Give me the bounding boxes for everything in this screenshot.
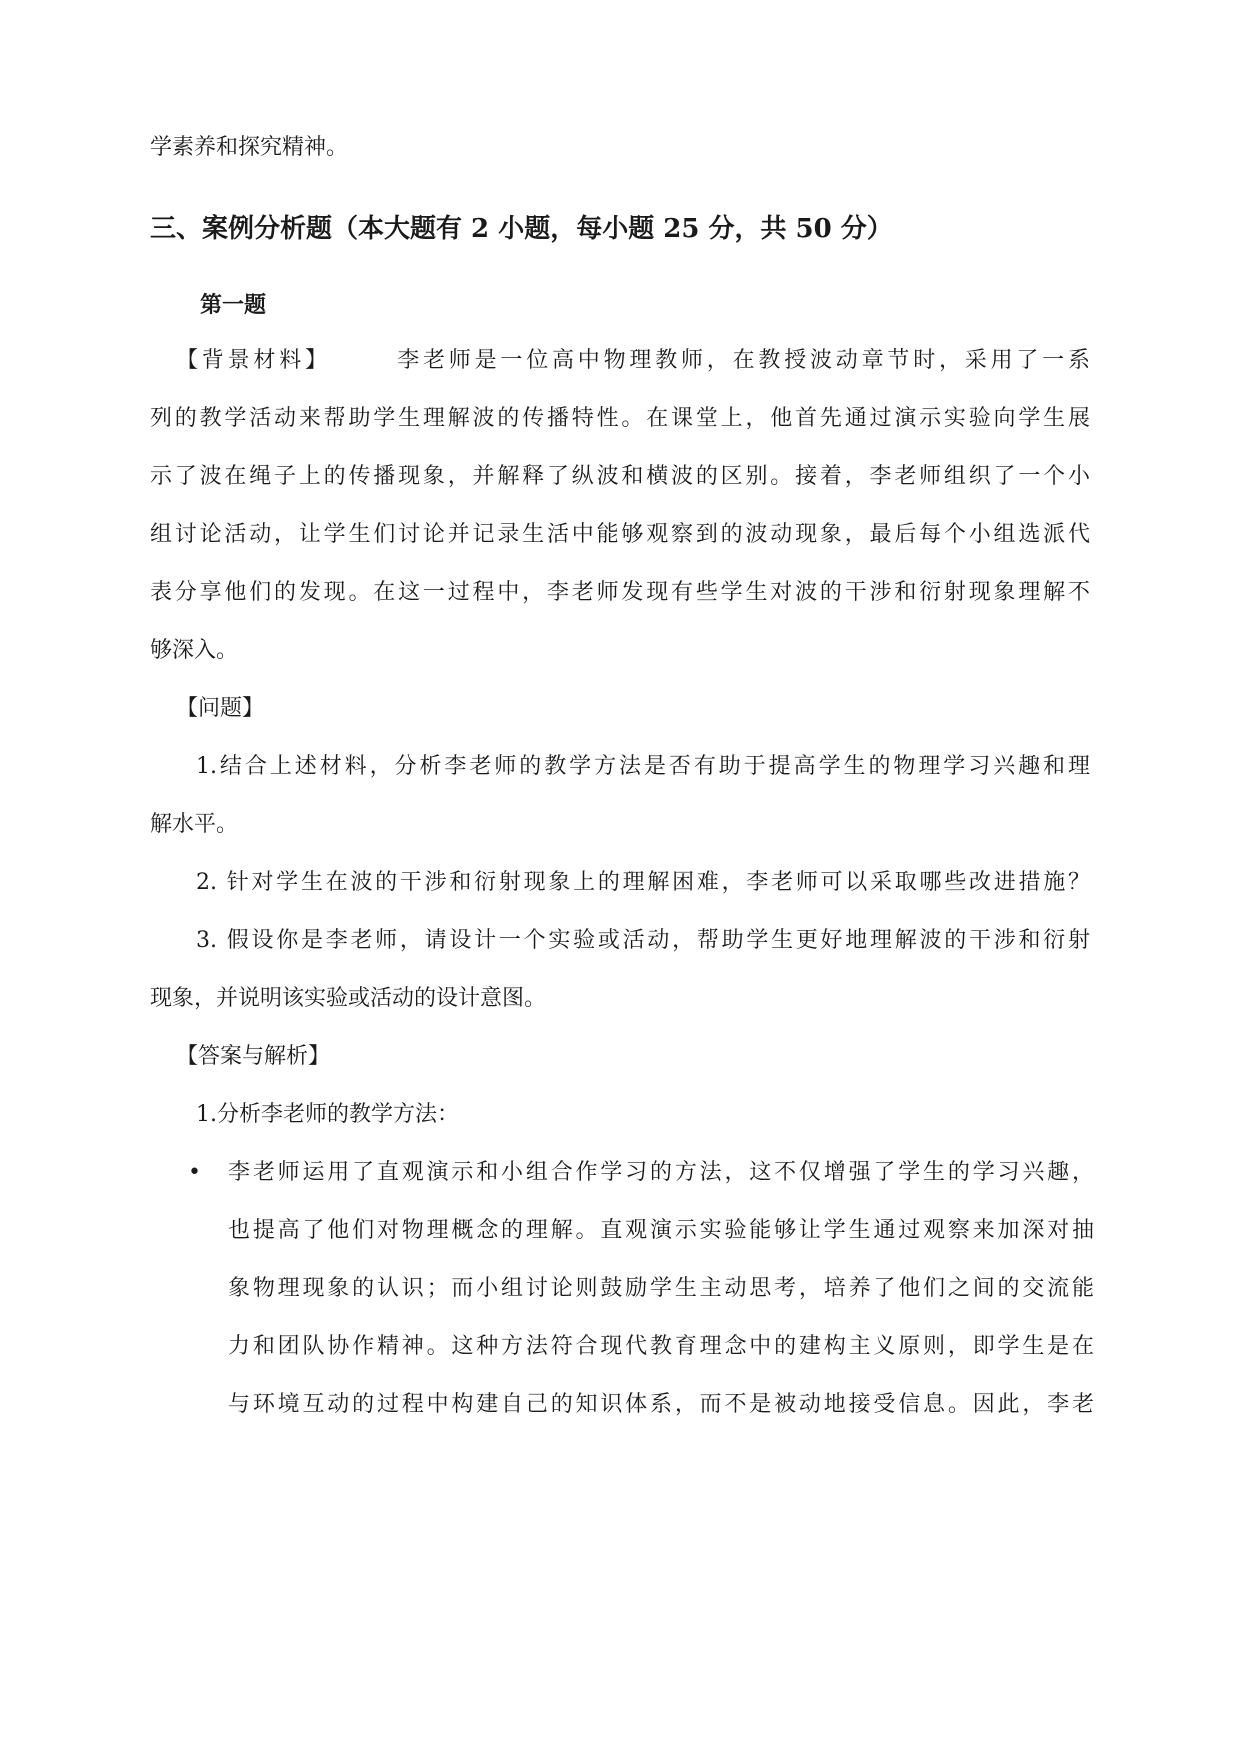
paragraph-line: 表分享他们的发现。在这一过程中，李老师发现有些学生对波的干涉和衍射现象理解不: [150, 580, 1090, 605]
section-label: 【问题】: [176, 696, 265, 721]
answer-line: 与环境互动的过程中构建自己的知识体系，而不是被动地接受信息。因此，李老: [228, 1392, 1094, 1417]
question-text: 1.结合上述材料，分析李老师的教学方法是否有助于提高学生的物理学习兴趣和理: [196, 754, 1090, 779]
question-text: 3. 假设你是李老师，请设计一个实验或活动，帮助学生更好地理解波的干涉和衍射: [196, 928, 1090, 953]
question-text: 2. 针对学生在波的干涉和衍射现象上的理解困难，李老师可以采取哪些改进措施？: [196, 870, 1090, 895]
paragraph-line: 列的教学活动来帮助学生理解波的传播特性。在课堂上，他首先通过演示实验向学生展: [150, 406, 1090, 431]
paragraph-line: 够深入。: [150, 638, 239, 663]
paragraph-line: 示了波在绳子上的传播现象，并解释了纵波和横波的区别。接着，李老师组织了一个小: [150, 464, 1090, 489]
answer-line: 象物理现象的认识；而小组讨论则鼓励学生主动思考，培养了他们之间的交流能: [228, 1276, 1094, 1301]
section-label: 【答案与解析】: [176, 1044, 331, 1069]
question-title: 第一题: [200, 292, 267, 318]
question-text: 现象，并说明该实验或活动的设计意图。: [150, 986, 547, 1011]
paragraph-line: 学素养和探究精神。: [150, 135, 349, 160]
paragraph-line: 【背景材料】 李老师是一位高中物理教师，在教授波动章节时，采用了一系: [176, 348, 1090, 373]
paragraph-line: 组讨论活动，让学生们讨论并记录生活中能够观察到的波动现象，最后每个小组选派代: [150, 522, 1090, 547]
answer-line: 李老师运用了直观演示和小组合作学习的方法，这不仅增强了学生的学习兴趣，: [228, 1160, 1094, 1185]
section-heading: 三、案例分析题（本大题有 2 小题，每小题 25 分，共 50 分）: [150, 214, 893, 244]
answer-heading: 1.分析李老师的教学方法：: [196, 1102, 459, 1127]
bullet-icon: •: [188, 1160, 201, 1185]
question-text: 解水平。: [150, 812, 239, 837]
answer-line: 力和团队协作精神。这种方法符合现代教育理念中的建构主义原则，即学生是在: [228, 1334, 1094, 1359]
answer-line: 也提高了他们对物理概念的理解。直观演示实验能够让学生通过观察来加深对抽: [228, 1218, 1094, 1243]
